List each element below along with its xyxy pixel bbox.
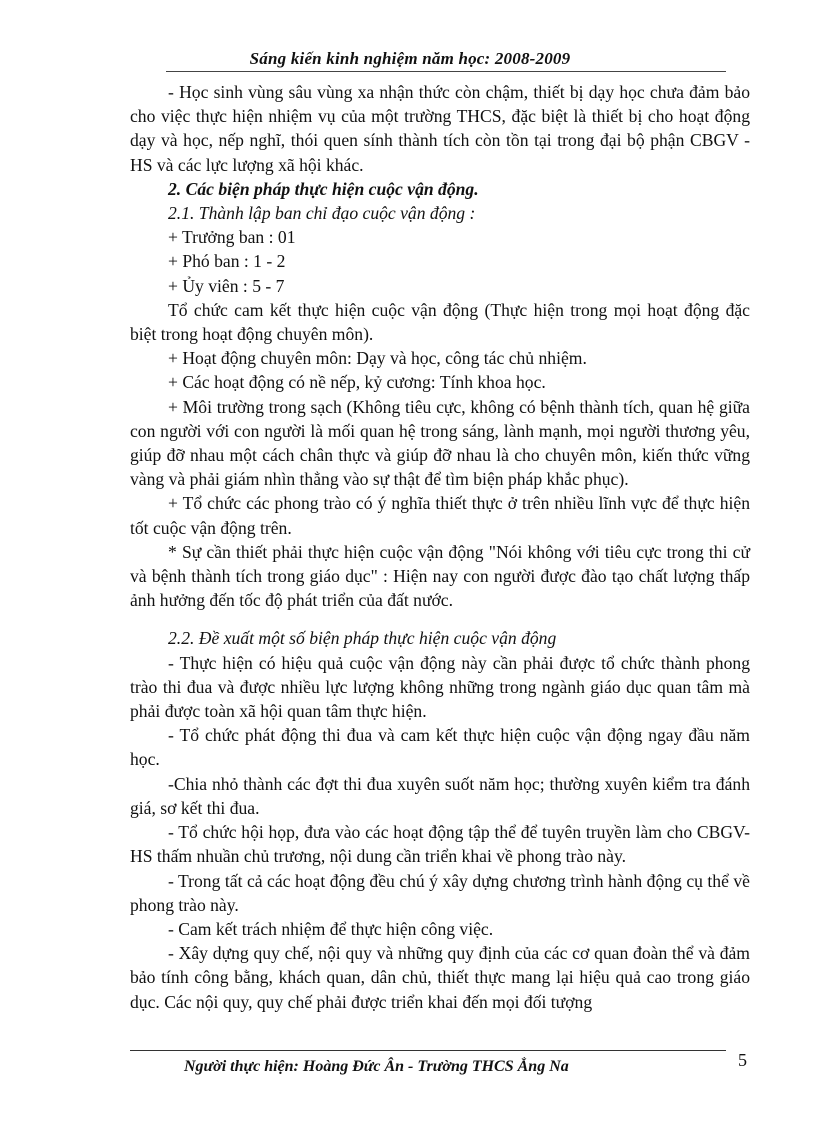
document-body: [130, 80, 750, 1014]
paragraph: + Tổ chức các phong trào có ý nghĩa thiết thực ở trên nhiều lĩnh vực để thực hiện tốt cuộc vận động trên.: [130, 493, 750, 538]
paragraph: + Môi trường trong sạch (Không tiêu cực, không có bệnh thành tích, quan hệ giữa con người với con người là mối quan hệ trong sáng, lành mạnh, mọi người thương yêu, giúp đỡ nhau một cách chân thực và giúp đỡ nhau là cho chuyên môn, kiến thức vững vàng và phải giám nhìn thẳng vào sự thật để tìm biện pháp khắc phục).: [130, 396, 750, 490]
paragraph: Tổ chức cam kết thực hiện cuộc vận động (Thực hiện trong mọi hoạt động đặc biệt trong hoạt động chuyên môn).: [130, 299, 750, 345]
paragraph: - Xây dựng quy chế, nội quy và những quy định của các cơ quan đoàn thể và đảm bảo tính công bằng, khách quan, dân chủ, thiết thực mang lại hiệu quả cao trong giáo dục. Các nội quy, quy chế phải được triển khai đến mọi đối tượng: [130, 943, 750, 1012]
paragraph: + Các hoạt động có nề nếp, kỷ cương: Tính khoa học.: [168, 372, 546, 393]
paragraph: - Học sinh vùng sâu vùng xa nhận thức còn chậm, thiết bị dạy học chưa đảm bảo cho việc thực hiện nhiệm vụ của một trường THCS, đặc biệt là thiết bị cho hoạt động dạy và học, nếp nghĩ, thói quen sính thành tích còn tồn tại trong đại bộ phận CBGV - HS và các lực lượng xã hội khác.: [130, 82, 750, 175]
paragraph: - Cam kết trách nhiệm để thực hiện công việc.: [168, 918, 494, 939]
paragraph: - Thực hiện có hiệu quả cuộc vận động này cần phải được tổ chức thành phong trào thi đua và được nhiều lực lượng không những trong ngành giáo dục quan tâm mà phải được toàn xã hội quan tâm thực hiện.: [130, 652, 750, 722]
subsection-heading: 2.2. Đề xuất một số biện pháp thực hiện cuộc vận động: [168, 628, 557, 649]
running-header: Sáng kiến kinh nghiệm năm học: 2008-2009: [249, 49, 571, 68]
header-rule: [166, 71, 726, 72]
page-number: 5: [738, 1050, 747, 1070]
paragraph: - Tổ chức phát động thi đua và cam kết thực hiện cuộc vận động ngay đầu năm học.: [130, 725, 750, 770]
subsection-heading: 2.1. Thành lập ban chỉ đạo cuộc vận động :: [168, 203, 476, 224]
running-footer: Người thực hiện: Hoàng Đức Ân - Trường THCS Ẳng Na: [184, 1058, 569, 1075]
section-heading: 2. Các biện pháp thực hiện cuộc vận động.: [168, 178, 479, 199]
footer-rule: [130, 1050, 726, 1051]
paragraph: * Sự cần thiết phải thực hiện cuộc vận động "Nói không với tiêu cực trong thi cử và bệnh thành tích trong giáo dục" : Hiện nay con người được đào tạo chất lượng thấp ảnh hưởng đến tốc độ phát triển của đất nước.: [130, 541, 750, 611]
list-item: + Ủy viên : 5 - 7: [168, 275, 285, 296]
paragraph: - Trong tất cả các hoạt động đều chú ý xây dựng chương trình hành động cụ thể về phong trào này.: [130, 870, 750, 915]
spacer: [130, 612, 750, 626]
paragraph: + Hoạt động chuyên môn: Dạy và học, công tác chủ nhiệm.: [168, 348, 587, 369]
list-item: + Trưởng ban : 01: [168, 227, 296, 248]
paragraph: -Chia nhỏ thành các đợt thi đua xuyên suốt năm học; thường xuyên kiểm tra đánh giá, sơ kết thi đua.: [130, 773, 750, 818]
list-item: + Phó ban : 1 - 2: [168, 251, 286, 272]
paragraph: - Tổ chức hội họp, đưa vào các hoạt động tập thể để tuyên truyền làm cho CBGV-HS thấm nhuần chủ trương, nội dung cần triển khai về phong trào này.: [130, 822, 750, 867]
